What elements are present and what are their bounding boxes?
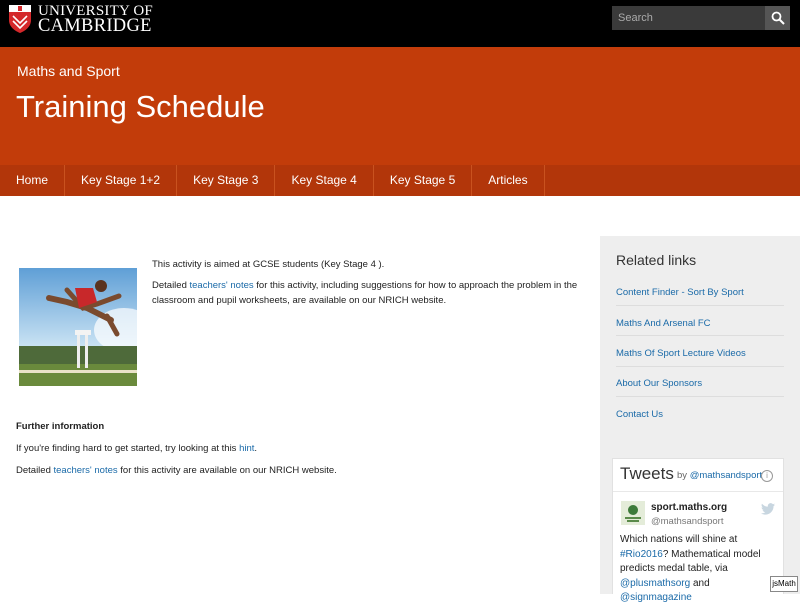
detailed-suffix: for this activity, including suggestions for how to approach the problem in the xyxy=(256,280,578,291)
jsmath-button[interactable]: jsMath xyxy=(770,576,798,592)
detailed-line2: classroom and pupil worksheets, are available on our NRICH website. xyxy=(152,295,447,306)
detailed-prefix: Detailed xyxy=(152,280,187,291)
sidebar-link-contact[interactable]: Contact Us xyxy=(616,409,663,420)
mention-link-signmagazine[interactable]: @signmagazine xyxy=(620,592,692,603)
search-icon xyxy=(771,11,785,25)
nav-item-key-stage-1-2[interactable]: Key Stage 1+2 xyxy=(65,165,177,196)
page-title: Training Schedule xyxy=(16,89,265,124)
hint-prefix: If you're finding hard to get started, try looking at this xyxy=(16,443,237,454)
cambridge-shield-icon xyxy=(8,4,32,34)
divider xyxy=(616,366,784,367)
mention-link-plusmathsorg[interactable]: @plusmathsorg xyxy=(620,577,691,589)
related-links-heading: Related links xyxy=(616,252,697,268)
further-info-heading: Further information xyxy=(16,421,105,432)
tweets-heading: Tweets xyxy=(620,464,674,483)
university-logo[interactable] xyxy=(8,4,153,34)
logo-line1: UNIVERSITY OF xyxy=(38,3,153,19)
sidebar-link-sponsors[interactable]: About Our Sponsors xyxy=(616,378,703,389)
twitter-bird-icon[interactable] xyxy=(761,503,775,515)
search-button[interactable] xyxy=(765,6,790,30)
detailed-notes-paragraph-2 xyxy=(16,463,337,478)
aimed-text: This activity is aimed at GCSE students (Key Stage 4 ). xyxy=(152,259,385,270)
hurdler-photo xyxy=(19,268,137,386)
detailed2-prefix: Detailed xyxy=(16,465,51,476)
nav-item-key-stage-5[interactable]: Key Stage 5 xyxy=(374,165,472,196)
tweets-widget xyxy=(612,458,784,603)
page-banner xyxy=(0,47,800,165)
sidebar-link-content-finder[interactable]: Content Finder - Sort By Sport xyxy=(616,287,744,298)
sidebar-link-arsenal[interactable]: Maths And Arsenal FC xyxy=(616,318,711,329)
detailed2-suffix: for this activity are available on our NRICH website. xyxy=(120,465,337,476)
nav-item-key-stage-4[interactable]: Key Stage 4 xyxy=(275,165,373,196)
search-box xyxy=(612,6,790,30)
divider xyxy=(616,335,784,336)
detailed-notes-paragraph xyxy=(152,278,582,308)
main-nav xyxy=(0,165,800,196)
teachers-notes-link-2[interactable]: teachers' notes xyxy=(53,465,118,476)
nav-item-home[interactable]: Home xyxy=(0,165,65,196)
avatar[interactable] xyxy=(621,501,645,525)
search-input[interactable] xyxy=(612,6,765,30)
nav-item-articles[interactable]: Articles xyxy=(472,165,544,196)
hint-link[interactable]: hint xyxy=(239,443,255,454)
hint-paragraph: If you're finding hard to get started, try looking at this hint. xyxy=(16,443,258,454)
teachers-notes-link[interactable]: teachers' notes xyxy=(189,280,254,291)
divider xyxy=(613,491,783,492)
nav-item-key-stage-3[interactable]: Key Stage 3 xyxy=(177,165,275,196)
sidebar-link-lecture-videos[interactable]: Maths Of Sport Lecture Videos xyxy=(616,348,746,359)
tweets-by-handle-link[interactable]: @mathsandsport xyxy=(689,470,763,481)
hashtag-link[interactable]: #Rio2016 xyxy=(620,548,663,560)
tweet-author-name[interactable]: sport.maths.org xyxy=(651,502,728,513)
info-icon[interactable]: i xyxy=(761,470,773,482)
tweets-by: by @mathsandsport xyxy=(677,470,763,481)
top-bar xyxy=(0,0,800,47)
site-subtitle[interactable]: Maths and Sport xyxy=(17,63,120,79)
tweet-author-handle[interactable]: @mathsandsport xyxy=(651,516,724,527)
logo-line2: CAMBRIDGE xyxy=(38,16,152,36)
divider xyxy=(616,305,784,306)
tweet-text: Which nations will shine at #Rio2016? Mathematical model predicts medal table, via @plusmathsorg and @signmagazine xyxy=(620,534,761,603)
divider xyxy=(616,396,784,397)
